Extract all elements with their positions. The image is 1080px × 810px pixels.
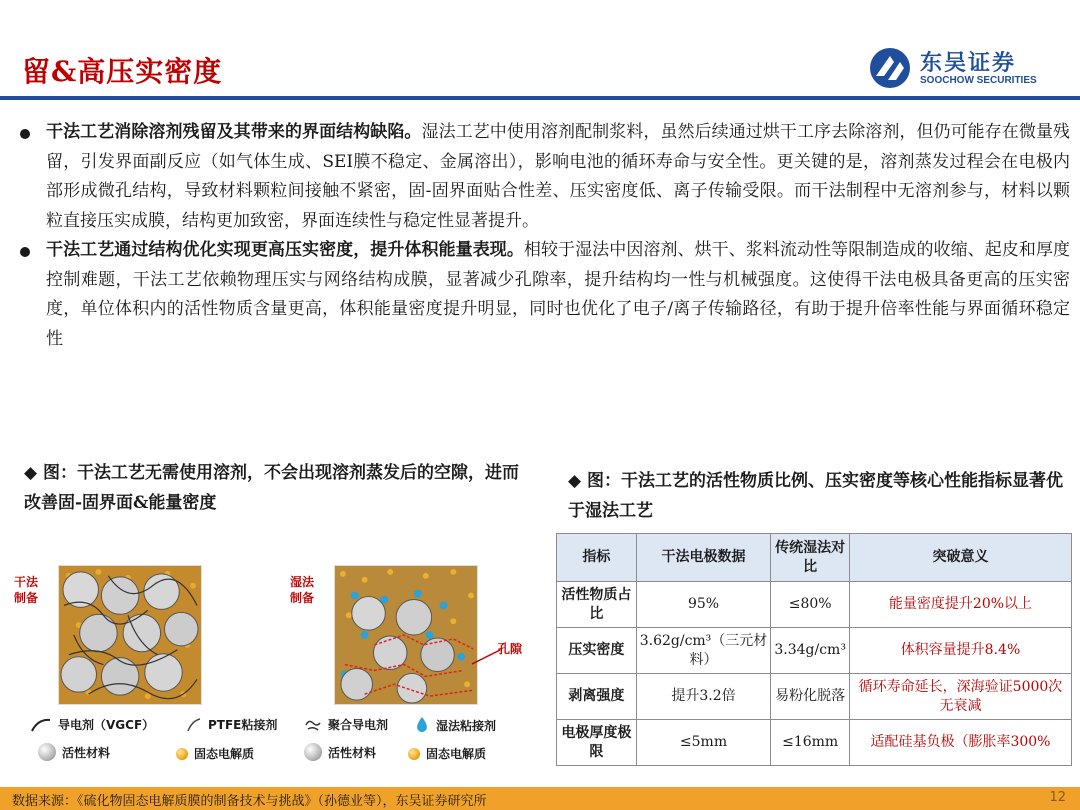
table-cell: 活性物质占比	[557, 582, 637, 628]
table-cell: 3.34g/cm³	[771, 628, 850, 674]
table-cell: 95%	[636, 582, 771, 628]
header-dry-data: 干法电极数据	[636, 534, 771, 582]
slide-title: 留&高压实密度	[22, 55, 223, 88]
logo-english-text: SOOCHOW SECURITIES	[920, 75, 1037, 86]
soochow-logo-icon	[868, 46, 914, 90]
table-cell: 3.62g/cm³（三元材料）	[636, 628, 771, 674]
table-cell: 适配硅基负极（膨胀率300%	[849, 720, 1071, 766]
electrolyte-sphere-icon	[408, 748, 420, 760]
polymer-conductor-icon	[304, 717, 322, 733]
active-material-sphere-icon	[304, 743, 322, 761]
legend-polymer-conductor: 聚合导电剂	[304, 716, 388, 733]
logo-chinese-text: 东吴证券	[920, 51, 1017, 76]
dry-electrode-illustration	[58, 565, 202, 705]
header-significance: 突破意义	[849, 534, 1071, 582]
electrolyte-sphere-icon	[176, 748, 188, 760]
bullet-item	[20, 236, 1070, 354]
bullet-dot-icon	[20, 247, 30, 257]
legend-active-material: 活性材料	[38, 743, 110, 761]
table-cell: 提升3.2倍	[636, 674, 771, 720]
legend-solid-electrolyte: 固态电解质	[176, 745, 254, 762]
table-cell: ≤80%	[771, 582, 850, 628]
legend-vgcf: 导电剂（VGCF）	[30, 716, 154, 733]
bullet-heading: 干法工艺消除溶剂残留及其带来的界面结构缺陷。	[46, 122, 422, 142]
table-cell: ≤16mm	[771, 720, 850, 766]
header-wet-compare: 传统湿法对比	[771, 534, 850, 582]
legend-solid-electrolyte-wet: 固态电解质	[408, 745, 486, 762]
table-cell: 电极厚度极限	[557, 720, 637, 766]
conductive-fiber-icon	[30, 717, 52, 733]
figure-right-caption: ◆ 图：干法工艺的活性物质比例、压实密度等核心性能指标显著优于湿法工艺	[568, 471, 1063, 521]
ptfe-binder-icon	[186, 717, 202, 733]
pore-pointer-line	[470, 648, 502, 668]
bullet-dot-icon	[20, 129, 30, 139]
active-material-sphere-icon	[38, 743, 56, 761]
table-row	[557, 582, 1072, 628]
table-row	[557, 628, 1072, 674]
table-row	[557, 674, 1072, 720]
legend-active-material-wet: 活性材料	[304, 743, 376, 761]
bullet-list	[20, 118, 1070, 354]
wet-electrode-illustration	[334, 565, 478, 705]
table-header-row	[557, 534, 1072, 582]
bullet-body: 相较于湿法中因溶剂、烘干、浆料流动性等限制造成的收缩、起皮和厚度控制难题，干法工艺依赖物理压实与网络结构成膜，显著减少孔隙率，提升结构均一性与机械强度。这使得干法电极具备更高的压实密度，单位体积内的活性物质含量更高，体积能量密度提升明显，同时也优化了电子/离子传输路径，有助于提升倍率性能与界面循环稳定性	[46, 240, 1071, 349]
table-cell: 剥离强度	[557, 674, 637, 720]
wet-binder-icon	[414, 716, 430, 734]
company-logo	[868, 46, 1068, 92]
label-pore: 孔隙	[498, 642, 523, 656]
table-cell: 体积容量提升8.4%	[849, 628, 1071, 674]
footer-bar	[0, 787, 1080, 810]
table-cell: 压实密度	[557, 628, 637, 674]
header-divider	[0, 96, 1080, 100]
header-metric: 指标	[557, 534, 637, 582]
legend-wet-binder: 湿法粘接剂	[414, 716, 496, 734]
table-cell: 能量密度提升20%以上	[849, 582, 1071, 628]
bullet-item	[20, 118, 1070, 236]
slide-header	[0, 0, 1080, 100]
bullet-body: 湿法工艺中使用溶剂配制浆料，虽然后续通过烘干工序去除溶剂，但仍可能存在微量残留，引发界面副反应（如气体生成、SEI膜不稳定、金属溶出），影响电池的循环寿命与安全性。更关键的是，溶剂蒸发过程会在电极内部形成微孔结构，导致材料颗粒间接触不紧密，固-固界面贴合性差、压实密度低、离子传输受限。而干法制程中无溶剂参与，材料以颗粒直接压实成膜，结构更加致密，界面连续性与稳定性显著提升。	[46, 122, 1071, 231]
label-dry-process: 干法制备	[14, 575, 39, 605]
table-cell: 易粉化脱落	[771, 674, 850, 720]
label-wet-process: 湿法制备	[290, 575, 315, 605]
table-cell: ≤5mm	[636, 720, 771, 766]
legend-ptfe: PTFE粘接剂	[186, 716, 277, 733]
page-number: 12	[1049, 790, 1066, 805]
bullet-heading: 干法工艺通过结构优化实现更高压实密度，提升体积能量表现。	[46, 240, 524, 260]
comparison-table	[556, 533, 1072, 766]
table-cell: 循环寿命延长，深海验证5000次无衰减	[849, 674, 1071, 720]
data-source-text: 数据来源：《硫化物固态电解质膜的制备技术与挑战》（孙德业等），东吴证券研究所	[12, 794, 487, 809]
figure-left-caption: ◆ 图：干法工艺无需使用溶剂，不会出现溶剂蒸发后的空隙，进而改善固-固界面&能量密度	[24, 463, 519, 513]
table-row	[557, 720, 1072, 766]
